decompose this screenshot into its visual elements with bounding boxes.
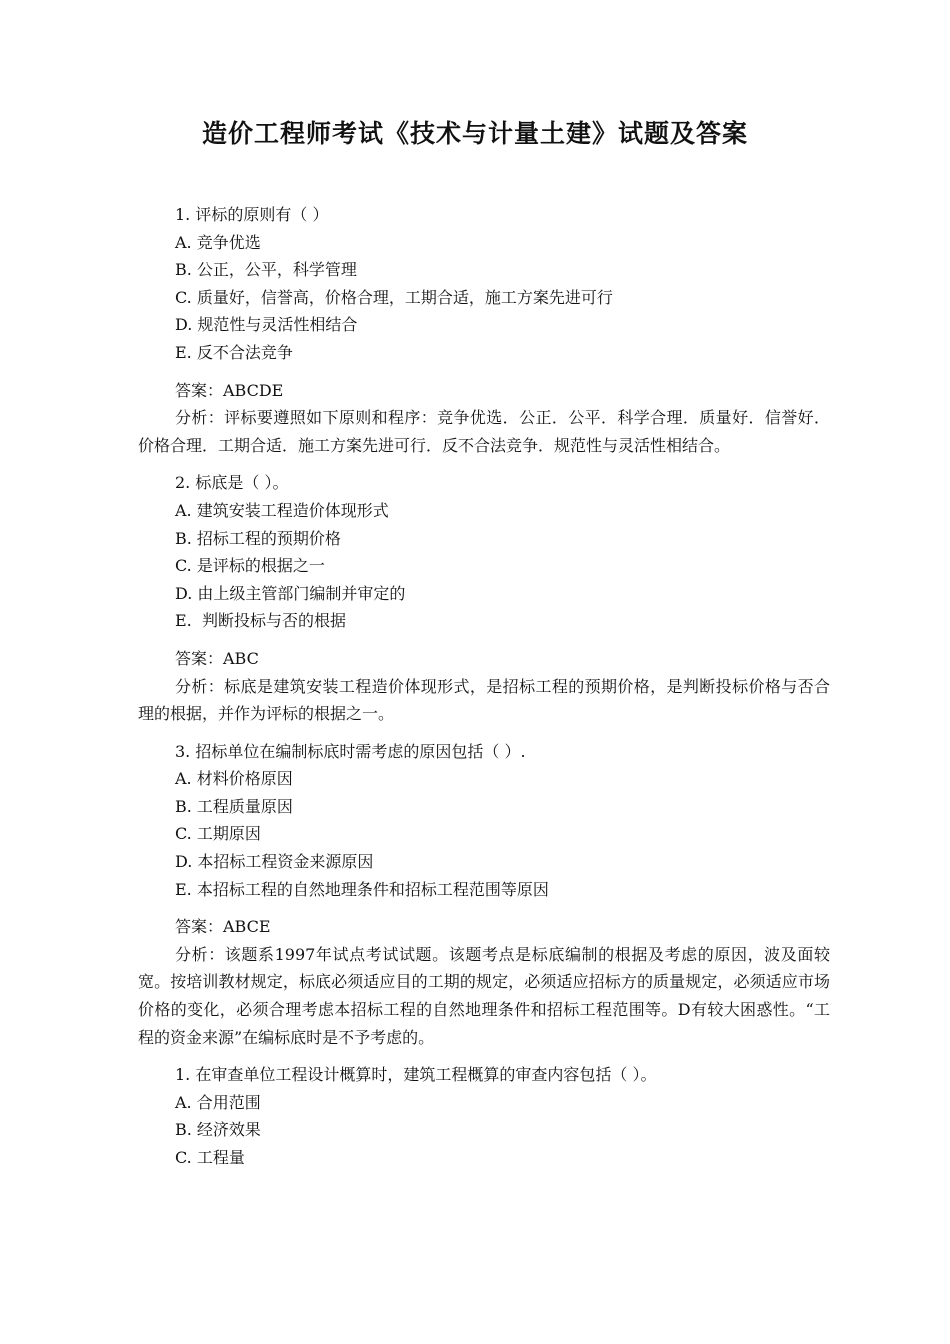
option-b: B. 经济效果	[175, 1120, 261, 1140]
question-stem: 1. 评标的原则有（ ）	[175, 205, 329, 224]
question-block	[138, 201, 830, 459]
question-block	[138, 469, 830, 727]
answer: 答案：ABCDE	[175, 380, 284, 400]
question-stem: 2. 标底是（ ）。	[175, 473, 289, 493]
document-body	[138, 201, 830, 1172]
analysis: 分析：该题系1997年试点考试试题。该题考点是标底编制的根据及考虑的原因，波及面较宽。按培训教材规定，标底必须适应目的工期的规定，必须适应招标方的质量规定，必须适应市场价格的变化，必须合理考虑本招标工程的自然地理条件和招标工程范围等。D有较大困惑性。“工程的资金来源”在编标底时是不予考虑的。	[138, 944, 830, 1047]
answer: 答案：ABCE	[175, 917, 271, 937]
option-b: B. 公正，公平，科学管理	[175, 260, 357, 280]
option-e: E. 判断投标与否的根据	[175, 611, 346, 631]
question-block	[138, 1061, 830, 1171]
option-a: A. 材料价格原因	[175, 769, 293, 789]
question-stem: 3. 招标单位在编制标底时需考虑的原因包括（ ）.	[175, 741, 526, 761]
page-title: 造价工程师考试《技术与计量土建》试题及答案	[201, 119, 748, 148]
analysis: 分析：评标要遵照如下原则和程序：竞争优选．公正．公平．科学合理．质量好．信誉好．价格合理．工期合适．施工方案先进可行．反不合法竞争．规范性与灵活性相结合。	[138, 408, 830, 455]
question-stem: 1. 在审查单位工程设计概算时，建筑工程概算的审查内容包括（ ）。	[175, 1065, 657, 1085]
option-e: E. 本招标工程的自然地理条件和招标工程范围等原因	[175, 879, 549, 899]
option-a: A. 竞争优选	[175, 232, 261, 252]
analysis: 分析：标底是建筑安装工程造价体现形式，是招标工程的预期价格，是判断投标价格与否合理的根据，并作为评标的根据之一。	[138, 676, 830, 724]
option-b: B. 工程质量原因	[175, 796, 293, 816]
option-c: C. 工期原因	[175, 824, 261, 844]
option-c: C. 是评标的根据之一	[175, 556, 325, 576]
option-a: A. 建筑安装工程造价体现形式	[175, 500, 389, 520]
option-e: E. 反不合法竞争	[175, 342, 293, 362]
option-c: C. 质量好，信誉高，价格合理，工期合适，施工方案先进可行	[175, 287, 613, 307]
option-d: D. 本招标工程资金来源原因	[175, 852, 374, 872]
option-a: A. 合用范围	[175, 1092, 261, 1112]
option-d: D. 规范性与灵活性相结合	[175, 315, 358, 335]
question-block	[138, 738, 830, 1052]
option-c: C. 工程量	[175, 1148, 245, 1167]
option-b: B. 招标工程的预期价格	[175, 528, 341, 548]
answer: 答案：ABC	[175, 648, 259, 668]
option-d: D. 由上级主管部门编制并审定的	[175, 583, 406, 603]
